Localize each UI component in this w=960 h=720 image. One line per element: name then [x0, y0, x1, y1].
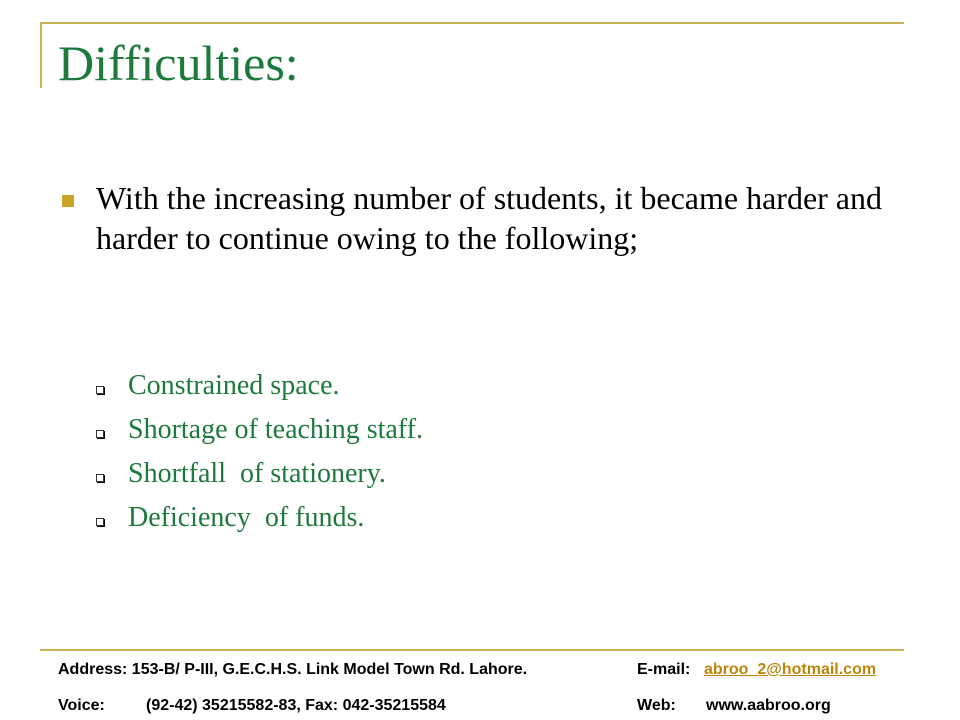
sub-point-item [96, 408, 423, 452]
sub-point-item [96, 364, 423, 408]
footer-address: Address: 153-B/ P-III, G.E.C.H.S. Link Model Town Rd. Lahore. [58, 661, 528, 678]
sub-point-item [96, 496, 423, 540]
square-bullet-icon [96, 474, 104, 482]
square-bullet-icon [96, 518, 104, 526]
footer-web-address: www.aabroo.org [706, 697, 831, 714]
footer-web-label: Web: [637, 697, 676, 714]
main-bullet-icon [62, 195, 74, 207]
footer-email-link[interactable]: abroo_2@hotmail.com [704, 661, 877, 678]
footer-email-label: E-mail: [637, 661, 691, 678]
footer-divider [40, 649, 904, 651]
sub-point-text: Shortage of teaching staff. [128, 414, 423, 445]
sub-points-list [96, 364, 423, 540]
footer-voice-label: Voice: [58, 697, 105, 714]
sub-point-text: Shortfall of stationery. [128, 458, 386, 489]
square-bullet-icon [96, 430, 104, 438]
sub-point-text: Constrained space. [128, 370, 340, 401]
footer-voice-number: (92-42) 35215582-83, Fax: 042-35215584 [146, 697, 446, 714]
slide-frame-left-line [40, 22, 42, 88]
sub-point-text: Deficiency of funds. [128, 502, 365, 533]
sub-point-item [96, 452, 423, 496]
slide-frame-top-line [40, 22, 904, 24]
main-point-text: With the increasing number of students, it became harder and harder to continue owing to the following; [96, 180, 882, 256]
slide-title: Difficulties: [58, 35, 299, 91]
square-bullet-icon [96, 386, 104, 394]
